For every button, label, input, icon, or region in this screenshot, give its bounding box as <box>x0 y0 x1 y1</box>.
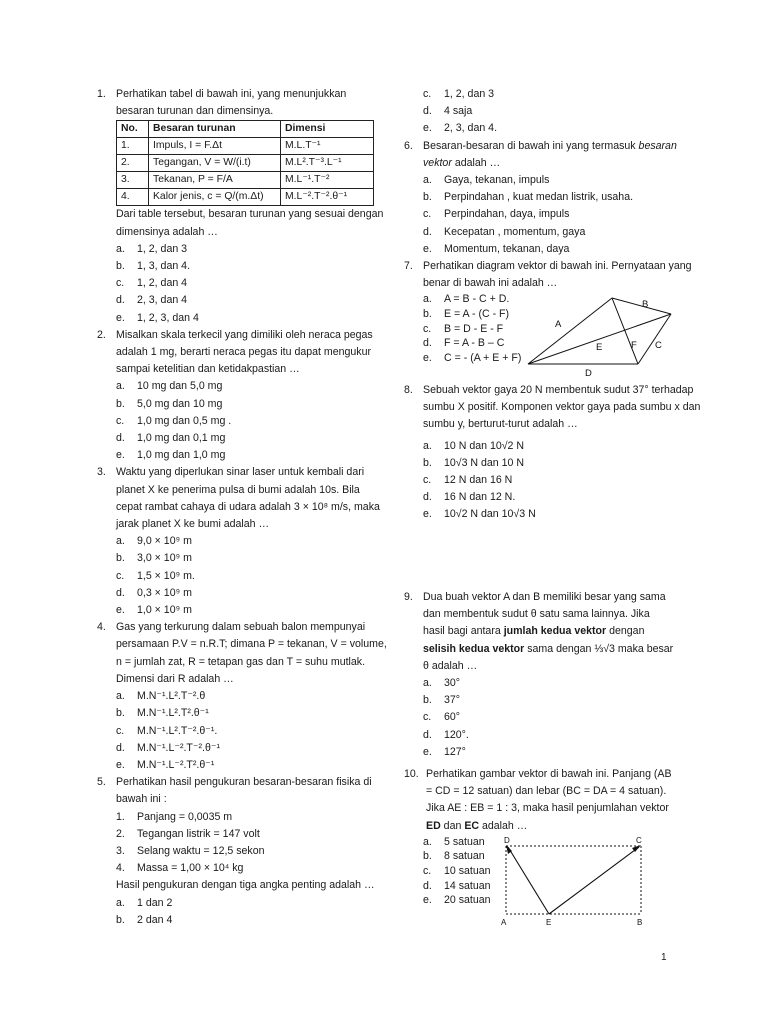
option-text: 30° <box>444 677 461 690</box>
option-text: A = B - C + D. <box>444 293 510 306</box>
option-text: 127° <box>444 745 466 758</box>
text-part: dan <box>443 819 462 832</box>
option-letter: b. <box>116 397 125 410</box>
text-part: sama dengan ⅓√3 maka besar θ adalah … <box>423 642 674 672</box>
option-text: Momentum, tekanan, daya <box>444 242 570 255</box>
option-text: 37° <box>444 694 461 707</box>
option <box>116 705 387 722</box>
option <box>116 310 387 327</box>
question-text: Perhatikan tabel di bawah ini, yang menunjukkan besaran turunan dan dimensinya. <box>116 88 347 118</box>
option-letter: a. <box>116 690 125 703</box>
italic-term: besaran vektor <box>423 139 677 169</box>
question-2 <box>97 327 387 465</box>
option <box>423 675 674 692</box>
option-text: 1, 2, 3, dan 4 <box>137 311 199 324</box>
item-number: 2. <box>116 827 125 840</box>
item-number: 1. <box>116 810 125 823</box>
item-number: 4. <box>116 862 125 875</box>
options-list <box>116 378 387 464</box>
item-text: Selang waktu = 12,5 sekon <box>137 844 265 857</box>
option-letter: c. <box>423 208 432 221</box>
option-text: M.N⁻¹.L².T⁻².θ⁻¹. <box>137 724 218 737</box>
option <box>423 103 704 120</box>
option-text: Perpindahan, daya, impuls <box>444 208 570 221</box>
question-number: 4. <box>97 621 106 634</box>
question-text: Misalkan skala terkecil yang dimiliki oleh neraca pegas adalah 1 mg, berarti neraca pegas itu dapat mengukur sampai ketelitian dan ketidakpastian … <box>116 328 373 376</box>
vector-c <box>638 314 671 364</box>
option-text: 10√3 N dan 10 N <box>444 456 525 469</box>
option-letter: d. <box>116 294 125 307</box>
option <box>423 506 704 523</box>
option <box>423 172 704 189</box>
option-text: M.N⁻¹.L².T⁻².θ <box>137 690 206 703</box>
table-cell: 1. <box>117 138 149 155</box>
option-letter: d. <box>423 337 432 350</box>
question-number: 10. <box>404 768 419 780</box>
question-7 <box>404 258 704 382</box>
option-text: 10√2 N dan 10√3 N <box>444 508 536 521</box>
option-letter: e. <box>116 604 125 617</box>
list-item <box>116 826 387 843</box>
text-part: Dua buah vektor A dan B memiliki besar yang sama dan membentuk sudut θ satu sama lainnya. Jika hasil bagi antara <box>423 591 666 638</box>
vector-diagram-q10 <box>498 834 650 928</box>
list-item <box>116 860 387 877</box>
option <box>116 533 387 550</box>
option-text: 1, 2, dan 3 <box>444 88 495 100</box>
option <box>116 378 387 395</box>
option <box>116 740 387 757</box>
option-letter: e. <box>116 449 125 462</box>
option-letter: e. <box>423 894 432 907</box>
options-list <box>423 675 674 761</box>
question-5 <box>97 774 387 929</box>
option-text: 60° <box>444 711 461 724</box>
table-cell: 2. <box>117 155 149 172</box>
text-part: dengan <box>609 625 645 638</box>
option <box>116 585 387 602</box>
question-8 <box>404 382 704 524</box>
option-letter: a. <box>423 439 432 452</box>
option <box>423 489 704 506</box>
option-text: 20 satuan <box>444 894 491 907</box>
table-cell: M.L².T⁻³.L⁻¹ <box>281 155 374 172</box>
option-text: 1,5 × 10⁹ m. <box>137 569 195 582</box>
option <box>116 550 387 567</box>
option <box>116 447 387 464</box>
option <box>423 241 704 258</box>
option-text: Kecepatan , momentum, gaya <box>444 225 586 238</box>
table-header: Besaran turunan <box>149 121 281 138</box>
option-text: E = A - (C - F) <box>444 308 510 321</box>
option <box>116 895 387 912</box>
option <box>423 472 704 489</box>
question-text-after: Hasil pengukuran dengan tiga angka penting adalah … <box>116 879 375 892</box>
option-letter: c. <box>423 322 432 335</box>
option-text: 1,0 × 10⁹ m <box>137 604 192 617</box>
table-cell: M.L⁻².T⁻².θ⁻¹ <box>281 189 374 206</box>
question-number: 3. <box>97 466 106 479</box>
label-f: F <box>631 340 637 352</box>
option-letter: c. <box>116 277 125 290</box>
option-letter: c. <box>423 711 432 724</box>
option-text: 4 saja <box>444 105 473 118</box>
option <box>116 241 387 258</box>
option <box>116 258 387 275</box>
option-letter: a. <box>116 380 125 393</box>
question-text <box>426 766 674 835</box>
bold-term: EC <box>464 819 480 832</box>
option-letter: d. <box>116 586 125 599</box>
text-part: Besaran-besaran di bawah ini yang termasuk <box>423 139 636 152</box>
option-text: 5 satuan <box>444 835 485 848</box>
option-letter: e. <box>423 351 432 364</box>
table-row <box>117 189 374 206</box>
question-9-body <box>404 589 674 761</box>
option-text: F = A - B – C <box>444 337 505 350</box>
item-text: Tegangan listrik = 147 volt <box>137 827 260 840</box>
page-number: 1 <box>661 952 667 963</box>
option-text: 5,0 mg dan 10 mg <box>137 397 223 410</box>
question-4 <box>97 619 387 774</box>
option-letter: a. <box>423 677 432 690</box>
text-part: adalah … <box>481 819 528 832</box>
option-text: 2, 3, dan 4 <box>137 294 188 307</box>
table-header-row <box>117 121 374 138</box>
option-letter: a. <box>116 896 125 909</box>
option <box>423 120 704 137</box>
table-cell: Impuls, I = F.Δt <box>149 138 281 155</box>
option-text: B = D - E - F <box>444 322 504 335</box>
option-text: 9,0 × 10⁹ m <box>137 535 192 548</box>
option-text: M.N⁻¹.L⁻².T⁻².θ⁻¹ <box>137 741 220 754</box>
option-letter: b. <box>423 191 432 204</box>
table-cell: 4. <box>117 189 149 206</box>
options-list <box>116 895 387 929</box>
options-list <box>116 241 387 327</box>
option-text: 1, 2, dan 3 <box>137 242 188 255</box>
bold-term: ED <box>426 819 441 832</box>
question-6 <box>404 138 704 258</box>
option-letter: c. <box>116 724 125 737</box>
option <box>116 912 387 929</box>
label-a: A <box>555 319 562 331</box>
item-number: 3. <box>116 844 125 857</box>
question-9 <box>404 589 674 761</box>
question-text: Sebuah vektor gaya 20 N membentuk sudut 37° terhadap sumbu X positif. Komponen vektor gaya pada sumbu x dan sumbu y, berturut-turut adalah … <box>423 384 701 431</box>
bold-term: jumlah kedua vektor <box>503 625 607 638</box>
table-cell: Tegangan, V = W/(i.t) <box>149 155 281 172</box>
option-letter: d. <box>423 105 432 118</box>
label-a: A <box>501 918 507 927</box>
question-number: 5. <box>97 776 106 789</box>
question-number: 9. <box>404 591 413 603</box>
option-letter: e. <box>423 242 432 255</box>
label-c: C <box>636 836 642 845</box>
table-cell: M.L⁻¹.T⁻² <box>281 172 374 189</box>
option-letter: c. <box>116 569 125 582</box>
question-3 <box>97 464 387 619</box>
options-list <box>116 688 387 774</box>
table-header: Dimensi <box>281 121 374 138</box>
option <box>423 224 704 241</box>
measurement-list <box>116 809 387 878</box>
option-letter: e. <box>116 311 125 324</box>
option-letter: a. <box>116 535 125 548</box>
option <box>423 189 704 206</box>
vector-e <box>528 314 671 364</box>
vector-diagram-q7 <box>518 292 680 380</box>
question-text <box>423 589 674 675</box>
option-letter: c. <box>423 474 432 487</box>
option-letter: b. <box>423 456 432 469</box>
option <box>116 602 387 619</box>
text-part: adalah … <box>454 156 501 169</box>
option-letter: d. <box>116 432 125 445</box>
option-text: 1, 3, dan 4. <box>137 260 191 273</box>
bold-term: selisih kedua vektor <box>423 642 525 655</box>
option <box>116 723 387 740</box>
option-text: 1 dan 2 <box>137 896 173 909</box>
option-letter: b. <box>116 913 125 926</box>
label-d: D <box>504 836 510 845</box>
option-letter: a. <box>116 242 125 255</box>
option-text: 2, 3, dan 4. <box>444 122 498 135</box>
options-list <box>116 533 387 619</box>
list-item <box>116 809 387 826</box>
question-text-after: Dari table tersebut, besaran turunan yang sesuai dengan dimensinya adalah … <box>116 208 384 238</box>
option <box>423 206 704 223</box>
option-text: 120°. <box>444 728 469 741</box>
table-cell: Kalor jenis, c = Q/(m.Δt) <box>149 189 281 206</box>
option-text: 1,0 mg dan 0,5 mg . <box>137 414 232 427</box>
option-text: 1,0 mg dan 0,1 mg <box>137 432 226 445</box>
option-letter: e. <box>423 508 432 521</box>
option-text: 3,0 × 10⁹ m <box>137 552 192 565</box>
question-number: 1. <box>97 88 106 100</box>
option-letter: b. <box>116 707 125 720</box>
question-1 <box>97 86 387 327</box>
question-number: 7. <box>404 260 413 273</box>
option-letter: d. <box>423 491 432 504</box>
option <box>423 438 704 455</box>
right-column <box>404 86 704 524</box>
option-letter: b. <box>423 850 432 863</box>
label-d: D <box>585 368 592 380</box>
label-b: B <box>642 299 649 311</box>
option-text: M.N⁻¹.L⁻².T².θ⁻¹ <box>137 758 215 771</box>
option <box>116 396 387 413</box>
option-letter: e. <box>116 758 125 771</box>
option-letter: e. <box>423 745 432 758</box>
option-letter: c. <box>423 865 432 877</box>
table-cell: M.L.T⁻¹ <box>281 138 374 155</box>
question-text <box>423 138 704 172</box>
option-letter: b. <box>423 308 432 321</box>
vector-a <box>528 298 612 364</box>
options-list <box>423 438 704 524</box>
option-letter: d. <box>423 879 432 892</box>
table-cell: Tekanan, P = F/A <box>149 172 281 189</box>
label-b: B <box>637 918 643 927</box>
option-text: 8 satuan <box>444 850 485 863</box>
list-item <box>116 843 387 860</box>
dimension-table <box>116 120 374 206</box>
item-text: Panjang = 0,0035 m <box>137 810 233 823</box>
option-letter: a. <box>423 293 432 306</box>
option <box>423 86 704 103</box>
option-text: Perpindahan , kuat medan listrik, usaha. <box>444 191 634 204</box>
option <box>116 292 387 309</box>
table-cell: 3. <box>117 172 149 189</box>
vector-f <box>612 298 638 364</box>
option <box>116 568 387 585</box>
question-number: 6. <box>404 139 413 152</box>
option <box>116 688 387 705</box>
option-text: 10 mg dan 5,0 mg <box>137 380 223 393</box>
option <box>423 692 674 709</box>
option-text: 2 dan 4 <box>137 913 173 926</box>
label-e: E <box>546 918 552 927</box>
vector-ed <box>508 847 549 914</box>
option <box>423 744 674 761</box>
question-number: 2. <box>97 328 106 341</box>
question-text: Perhatikan diagram vektor di bawah ini. Pernyataan yang benar di bawah ini adalah … <box>423 260 692 290</box>
option-text: 10 N dan 10√2 N <box>444 439 525 452</box>
label-e: E <box>596 342 603 354</box>
option <box>423 727 674 744</box>
option-letter: b. <box>423 694 432 707</box>
option-text: M.N⁻¹.L².T².θ⁻¹ <box>137 707 209 720</box>
option-letter: c. <box>423 88 432 100</box>
option <box>116 757 387 774</box>
option-text: Gaya, tekanan, impuls <box>444 174 550 187</box>
vector-ec <box>549 847 639 914</box>
item-text: Massa = 1,00 × 10⁴ kg <box>137 862 244 875</box>
option-text: 1,0 mg dan 1,0 mg <box>137 449 226 462</box>
option-letter: e. <box>423 122 432 135</box>
question-number: 8. <box>404 384 413 397</box>
option-letter: b. <box>116 260 125 273</box>
option <box>116 413 387 430</box>
text-part: Perhatikan gambar vektor di bawah ini. Panjang (AB = CD = 12 satuan) dan lebar (BC = DA = 4 satuan). Jika AE : EB = 1 : 3, maka hasil penjumlahan vektor <box>426 768 672 815</box>
table-header: No. <box>117 121 149 138</box>
option <box>116 430 387 447</box>
option-text: 16 N dan 12 N. <box>444 491 516 504</box>
table-row <box>117 172 374 189</box>
option-letter: c. <box>116 414 125 427</box>
option-letter: d. <box>423 728 432 741</box>
left-column <box>97 86 387 929</box>
option-text: 0,3 × 10⁹ m <box>137 586 192 599</box>
option-letter: d. <box>423 225 432 238</box>
table-row <box>117 155 374 172</box>
label-c: C <box>655 340 662 352</box>
option-letter: a. <box>423 835 432 848</box>
option-letter: d. <box>116 741 125 754</box>
option-text: C = - (A + E + F) <box>444 351 522 364</box>
question-text: Gas yang terkurung dalam sebuah balon mempunyai persamaan P.V = n.R.T; dimana P = tekanan, V = volume, n = jumlah zat, R = tetapan gas dan T = suhu mutlak. Dimensi dari R adalah … <box>116 621 387 685</box>
option <box>423 455 704 472</box>
option <box>116 275 387 292</box>
options-list-continued <box>423 86 704 138</box>
option-letter: b. <box>116 552 125 565</box>
option-text: 10 satuan <box>444 865 491 877</box>
question-text: Perhatikan hasil pengukuran besaran-besaran fisika di bawah ini : <box>116 776 372 806</box>
option-text: 14 satuan <box>444 879 491 892</box>
option <box>423 709 674 726</box>
option-letter: a. <box>423 174 432 187</box>
question-text: Waktu yang diperlukan sinar laser untuk kembali dari planet X ke penerima pulsa di bumi adalah 10s. Bila cepat rambat cahaya di udara adalah 3 × 10⁸ m/s, maka jarak planet X ke bumi adalah … <box>116 466 380 531</box>
table-row <box>117 138 374 155</box>
option-text: 1, 2, dan 4 <box>137 277 188 290</box>
options-list <box>423 172 704 258</box>
option-text: 12 N dan 16 N <box>444 474 513 487</box>
